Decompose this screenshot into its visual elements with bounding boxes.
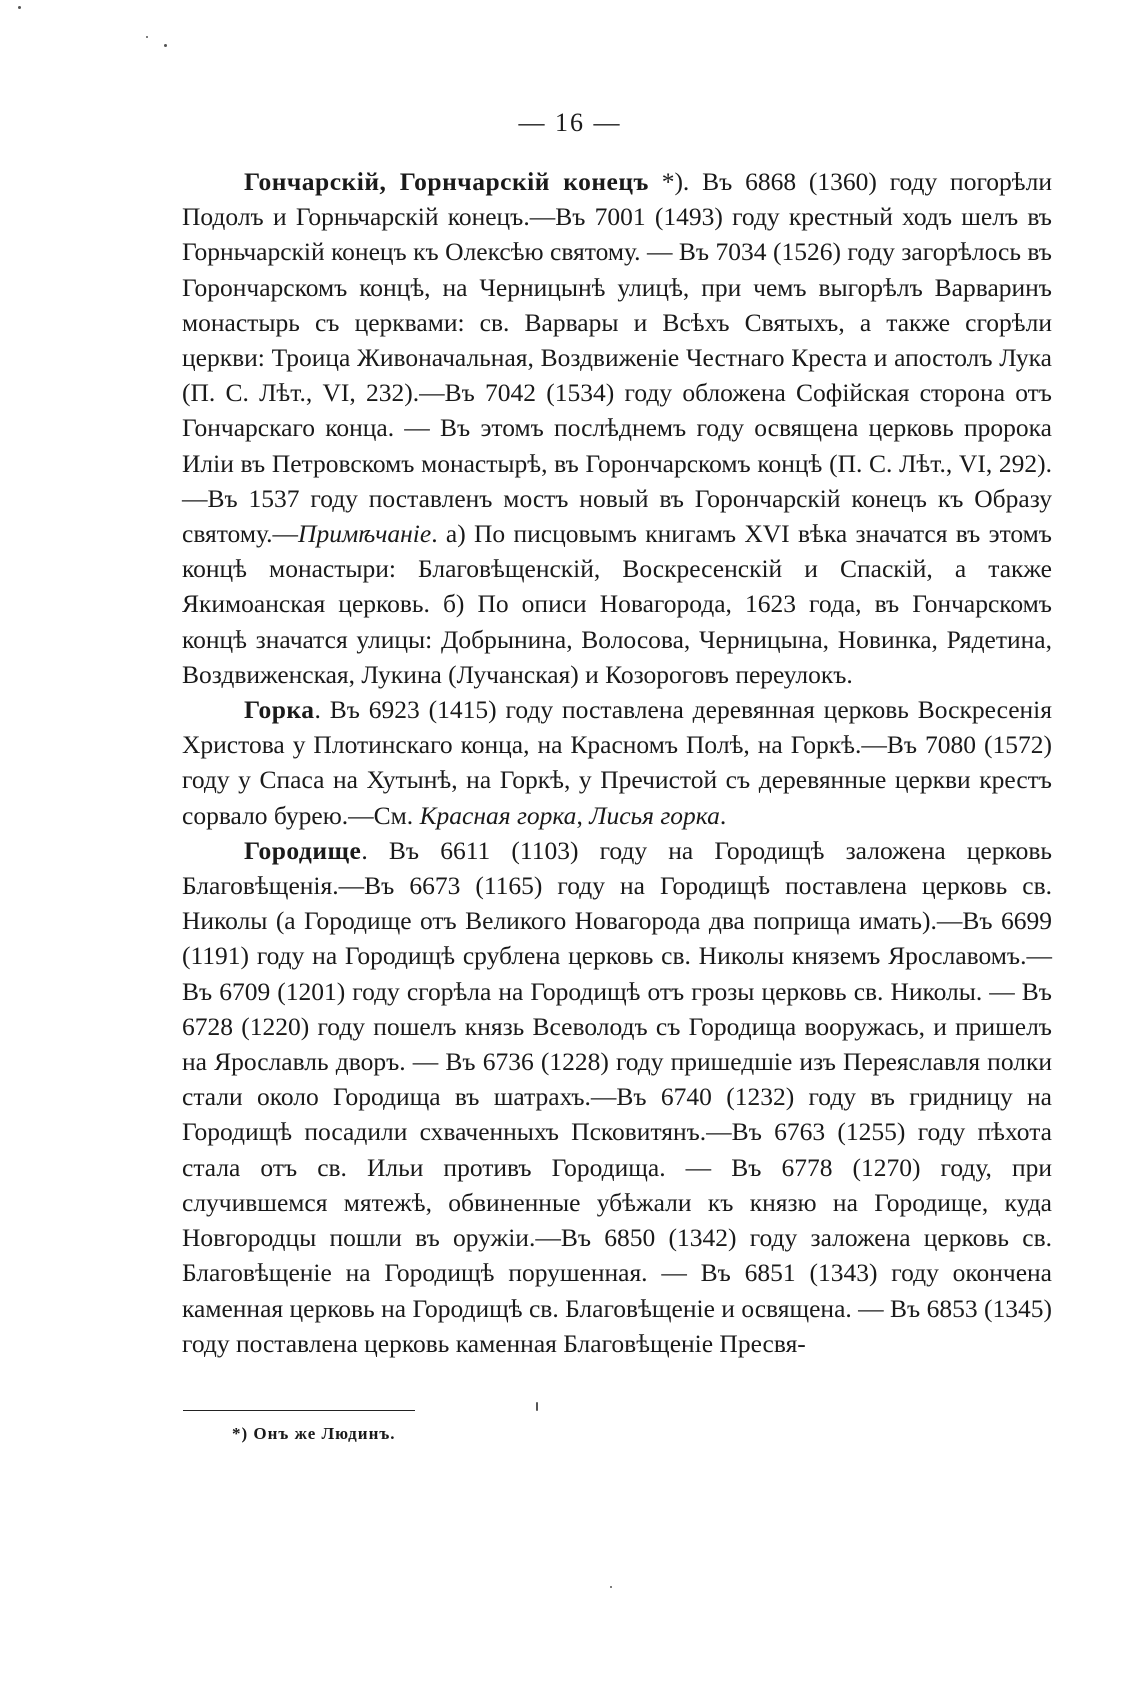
separator: , [576, 800, 590, 830]
scan-speck [610, 1586, 612, 1588]
entry-goncharsky [182, 164, 1052, 692]
entry-end: . [719, 800, 727, 830]
page-number: — 16 — [518, 108, 622, 137]
entry-text: . Въ 6611 (1103) году на Городищѣ заложена церковь Благовѣщенія.—Въ 6673 (1165) году на Городищѣ поставлена церковь св. Николы (а Городище отъ Великого Новагорода два поприща имать).—Въ 6699 (1191) году на Городищѣ срублена церковь св. Николы княземъ Ярославомъ.—Въ 6709 (1201) году сгорѣла на Городищѣ отъ грозы церковь св. Николы. — Въ 6728 (1220) году пошелъ князь Всеволодъ съ Городища вооружась, и пришелъ на Ярославль дворъ. — Въ 6736 (1228) году пришедшіе изъ Переяславля полки стали около Городища въ шатрахъ.—Въ 6740 (1232) году въ гридницу на Городищѣ посадили схваченныхъ Псковитянъ.—Въ 6763 (1255) году пѣхота стала отъ св. Ильи противъ Городища. — Въ 6778 (1270) году, при случившемся мятежѣ, обвиненные убѣжали къ князю на Городище, куда Новгородцы пошли въ оружіи.—Въ 6850 (1342) году заложена церковь св. Благовѣщеніе на Городищѣ порушенная. — Въ 6851 (1343) году окончена каменная церковь на Городищѣ св. Благовѣщеніе и освящена. — Въ 6853 (1345) году поставлена церковь каменная Благовѣщеніе Пресвя- [182, 835, 1052, 1358]
scan-speck [164, 44, 167, 47]
entry-gorodishche [182, 833, 1052, 1361]
scan-speck [18, 6, 21, 9]
footnote: *) Онъ же Людинъ. [232, 1424, 396, 1443]
entry-text-continued: . а) По писцовымъ книгамъ XVI вѣка значатся въ этомъ концѣ монастыри: Благовѣщенскій, Воскресенскій и Спаскій, а также Якимоанская церковь. б) По описи Новагорода, 1623 года, въ Гончарскомъ концѣ значатся улицы: Добрынина, Волосова, Черницына, Новинка, Рядетина, Воздвиженская, Лукина (Лучанская) и Козороговъ переулокъ. [182, 519, 1052, 689]
cross-reference: Красная горка [419, 800, 577, 830]
cross-reference: Лисья горка [589, 800, 720, 830]
scan-speck [536, 1402, 538, 1411]
scan-speck [146, 36, 148, 38]
entry-term: Горка [244, 695, 315, 725]
entry-gorka [182, 692, 1052, 833]
entry-text: *). Въ 6868 (1360) году погорѣли Подолъ и Горньчарскій конецъ.—Въ 7001 (1493) году крестный ходъ шелъ въ Горньчарскій конецъ къ Олексѣю святому. — Въ 7034 (1526) году загорѣлось въ Горончарскомъ концѣ, на Черницынѣ улицѣ, при чемъ выгорѣлъ Варваринъ монастырь съ церквами: св. Варвары и Всѣхъ Святыхъ, а также сгорѣли церкви: Троица Живоначальная, Воздвиженіе Честнаго Креста и апостолъ Лука (П. С. Лѣт., VI, 232).—Въ 7042 (1534) году обложена Софійская сторона отъ Гончарскаго конца. — Въ этомъ послѣднемъ году освящена церковь пророка Иліи въ Петровскомъ монастырѣ, въ Горончарскомъ концѣ (П. С. Лѣт., VI, 292).—Въ 1537 году поставленъ мостъ новый въ Горончарскій конецъ къ Образу святому.— [182, 167, 1052, 549]
entry-text: . Въ 6923 (1415) году поставлена деревянная церковь Воскресенія Христова у Плотинскаго конца, на Красномъ Полѣ, на Горкѣ.—Въ 7080 (1572) году у Спаса на Хутынѣ, на Горкѣ, у Пречистой съ деревянные церкви крестъ сорвало бурею.—См. [182, 695, 1052, 830]
entry-term: Городище [244, 835, 362, 865]
entry-term: Гончарскій, Горнчарскій конецъ [244, 167, 649, 196]
footnote-rule [183, 1410, 415, 1411]
note-label: Примѣчаніе [298, 519, 432, 549]
body-text [182, 164, 1052, 1361]
